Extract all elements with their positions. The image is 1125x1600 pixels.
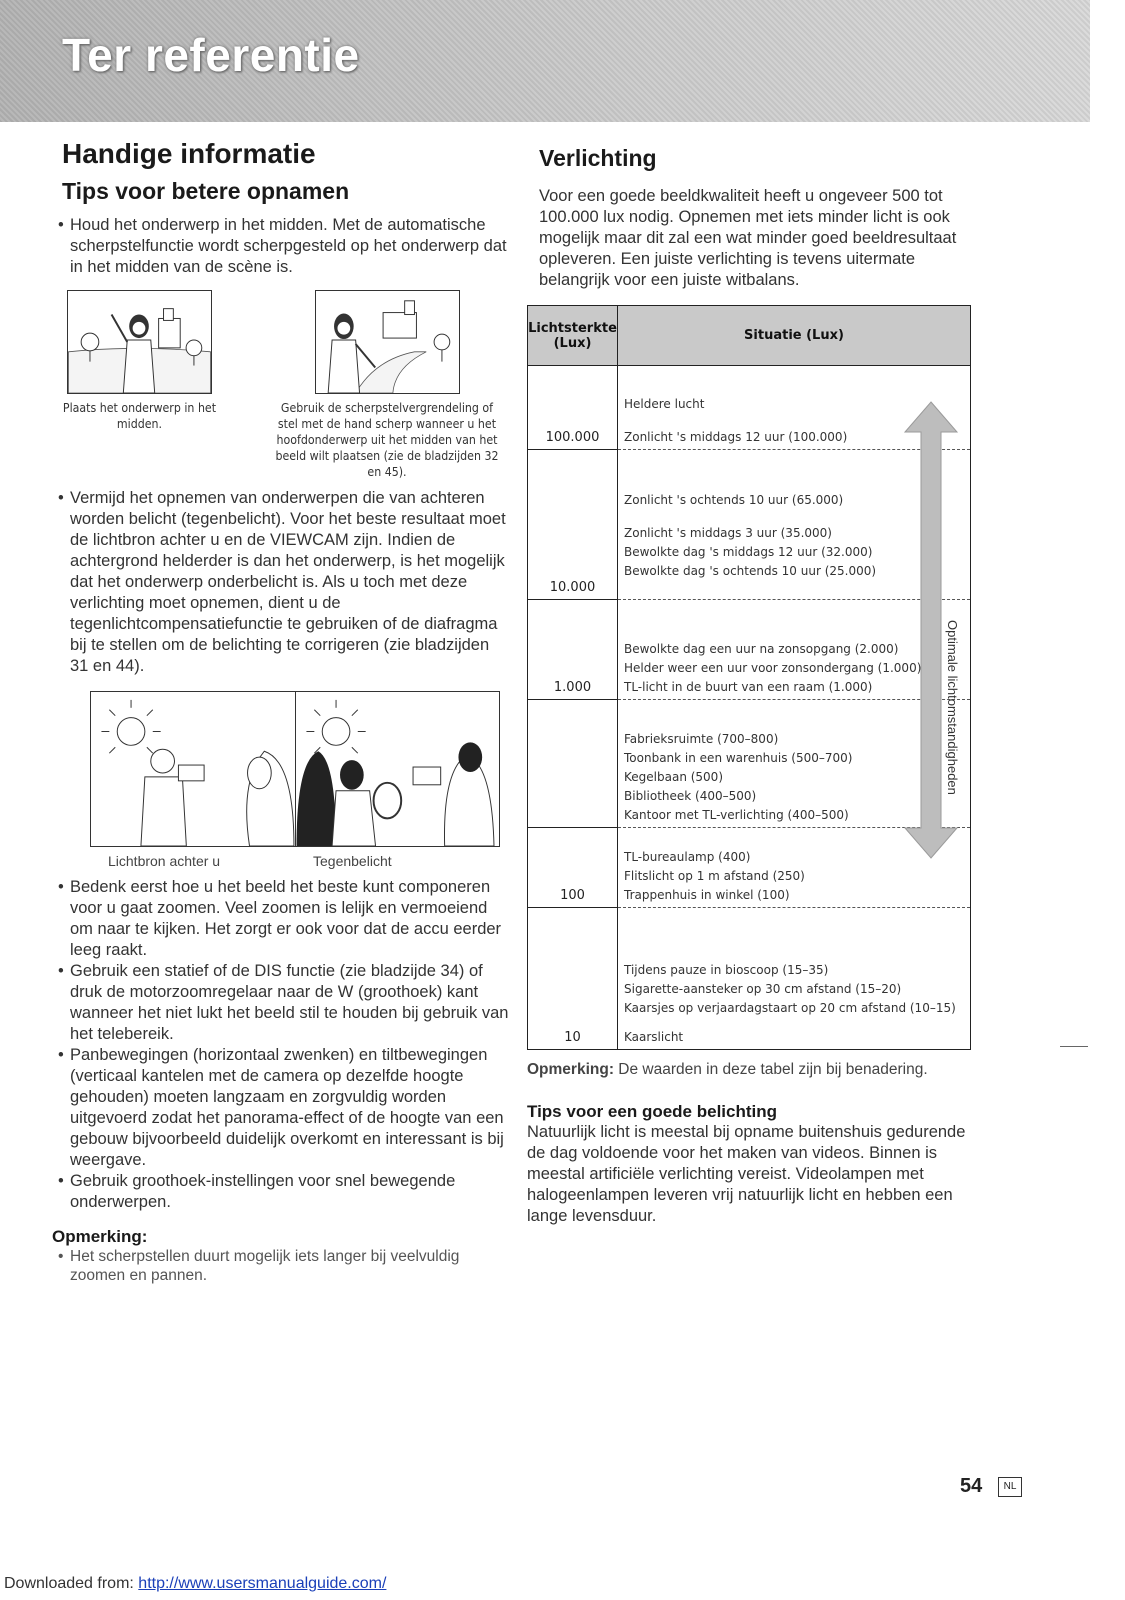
left-column	[52, 138, 512, 1285]
lux-value: 1.000	[528, 600, 618, 700]
footer-link[interactable]: http://www.usersmanualguide.com/	[138, 1575, 387, 1592]
situation-item: Fabrieksruimte (700–800)	[624, 732, 779, 746]
lux-value: 100.000	[528, 366, 618, 450]
situation-item: Bibliotheek (400–500)	[624, 789, 757, 803]
lighting-heading: Verlichting	[539, 145, 657, 171]
illustration-light-behind	[91, 692, 295, 846]
caption-light-behind: Lichtbron achter u	[108, 853, 221, 869]
lux-value: 10.000	[528, 450, 618, 600]
situation-item: Zonlicht 's ochtends 10 uur (65.000)	[624, 493, 844, 507]
banner-title: Ter referentie	[62, 29, 360, 81]
situation-item: Kaarslicht	[624, 1030, 684, 1044]
lux-value	[528, 700, 618, 828]
table-note-label: Opmerking:	[527, 1061, 614, 1078]
situation-item: TL-licht in de buurt van een raam (1.000)	[624, 680, 873, 694]
table-note	[527, 1060, 987, 1080]
illustration-focus-lock	[315, 290, 460, 394]
situation-item: Tijdens pauze in bioscoop (15–35)	[624, 963, 829, 977]
situation-item: Kaarsjes op verjaardagstaart op 20 cm afstand (10–15)	[624, 1001, 956, 1015]
situation-item: Zonlicht 's middags 3 uur (35.000)	[624, 526, 832, 540]
situation-item: Flitslicht op 1 m afstand (250)	[624, 869, 805, 883]
situation-item: Heldere lucht	[624, 397, 705, 411]
header-situation: Situatie (Lux)	[618, 306, 971, 366]
lux-value: 100	[528, 828, 618, 908]
lighting-intro: Voor een goede beeldkwaliteit heeft u ongeveer 500 tot 100.000 lux nodig. Opnemen met iets minder licht is ook mogelijk maar dit zal een wat minder goed beeldresultaat opleveren. Een juiste verlichting is tevens uitermate belangrijk voor een juiste witbalans.	[539, 187, 957, 289]
tip-backlight: • Vermijd het opnemen van onderwerpen die van achteren worden belicht (tegenbelicht). Voor het beste resultaat moet de lichtbron achter u en de VIEWCAM zijn. Indien de achtergrond helderder is dan het onderwerp, is het mogelijk dat het onderwerp onderbelicht is. Als u toch met deze verlichting moet opnemen, dient u de tegenlichtcompensatiefunctie te gebruiken of de diafragma bij te stellen om de belichting te corrigeren (zie bladzijden 31 en 44).	[52, 488, 512, 677]
section-heading: Handige informatie	[62, 138, 316, 169]
lighting-figures	[90, 691, 500, 847]
situation-item: Kegelbaan (500)	[624, 770, 723, 784]
illustration-backlit	[295, 692, 500, 846]
focus-figures	[52, 290, 512, 480]
tip-zoom: • Bedenk eerst hoe u het beeld het beste kunt componeren voor u gaat zoomen. Veel zoomen is lelijk en vermoeiend om naar te kijken. Het zorgt er ook voor dat de accu eerder leeg raakt.	[52, 877, 512, 961]
backlit-illustration	[296, 692, 500, 846]
situation-item: Zonlicht 's middags 12 uur (100.000)	[624, 430, 848, 444]
language-badge: NL	[998, 1477, 1022, 1497]
header-banner	[0, 0, 1090, 122]
tips-subheading: Tips voor betere opnamen	[62, 178, 350, 204]
situation-item: Kantoor met TL-verlichting (400–500)	[624, 808, 849, 822]
figure-focus-lock-caption: Gebruik de scherpstelvergrendeling of stel met de hand scherp wanneer u het hoofdonderwerp uit het midden van het beeld wilt plaatsen (zie de bladzijden 32 en 45).	[275, 401, 499, 479]
tips-lighting-heading: Tips voor een goede belichting	[527, 1102, 778, 1121]
person-centered-illustration	[68, 291, 211, 393]
table-row	[528, 908, 971, 1050]
tip-center-subject: • Houd het onderwerp in het midden. Met de automatische scherpstelfunctie wordt scherpgesteld op het onderwerp dat in het midden van de scène is.	[52, 215, 512, 278]
situation-item: Toonbank in een warenhuis (500–700)	[624, 751, 853, 765]
figure-centered-caption: Plaats het onderwerp in het midden.	[62, 401, 217, 431]
lux-table-header	[528, 306, 971, 366]
figure-focus-lock	[262, 290, 512, 480]
situation-item: TL-bureaulamp (400)	[624, 850, 751, 864]
situation-item: Bewolkte dag 's ochtends 10 uur (25.000)	[624, 564, 877, 578]
lighting-captions	[90, 853, 500, 869]
lux-value: 10	[528, 908, 618, 1050]
header-lux: Lichtsterkte (Lux)	[528, 306, 618, 366]
tip-wide-angle: • Gebruik groothoek-instellingen voor snel bewegende onderwerpen.	[52, 1171, 512, 1213]
margin-dash	[1060, 1046, 1088, 1047]
note-heading: Opmerking:	[52, 1227, 148, 1246]
table-note-text: De waarden in deze tabel zijn bij benadering.	[618, 1061, 928, 1078]
download-footer	[4, 1575, 386, 1593]
situation-item: Bewolkte dag een uur na zonsopgang (2.000)	[624, 642, 899, 656]
optimal-range-label: Optimale lichtomstandigheden	[945, 620, 960, 795]
page-number: 54	[960, 1475, 983, 1497]
tip-tripod: • Gebruik een statief of de DIS functie (zie bladzijde 34) of druk de motorzoomregelaar naar de W (groothoek) kant wanneer het niet lukt het beeld stil te houden bij gebruik van het telebereik.	[52, 961, 512, 1045]
situation-item: Helder weer een uur voor zonsondergang (1.000)	[624, 661, 922, 675]
situation-item: Bewolkte dag 's middags 12 uur (32.000)	[624, 545, 873, 559]
figure-centered	[52, 290, 227, 480]
note-focus: • Het scherpstellen duurt mogelijk iets langer bij veelvuldig zoomen en pannen.	[52, 1247, 512, 1285]
caption-backlit: Tegenbelicht	[313, 853, 392, 869]
tip-pan-tilt: • Panbewegingen (horizontaal zwenken) en tiltbewegingen (verticaal kantelen met de camera op dezelfde hoogte gehouden) moeten langzaam en zorgvuldig worden uitgevoerd zodat het panorama-effect of de hoogte van een gebouw bijvoorbeeld duidelijk overkomt en interessant is bij weergave.	[52, 1045, 512, 1171]
situation-item: Trappenhuis in winkel (100)	[624, 888, 790, 902]
light-behind-illustration	[91, 692, 295, 846]
situation-item: Sigarette-aansteker op 30 cm afstand (15–20)	[624, 982, 902, 996]
tips-lighting-text: Natuurlijk licht is meestal bij opname buitenshuis gedurende de dag voldoende voor het maken van videos. Binnen is meestal artificiële verlichting vereist. Videolampen met halogeenlampen leveren vrij natuurlijk licht en hebben een lange levensduur.	[527, 1123, 966, 1225]
illustration-centered	[67, 290, 212, 394]
footer-label: Downloaded from:	[4, 1575, 134, 1592]
person-offcenter-illustration	[316, 291, 459, 393]
